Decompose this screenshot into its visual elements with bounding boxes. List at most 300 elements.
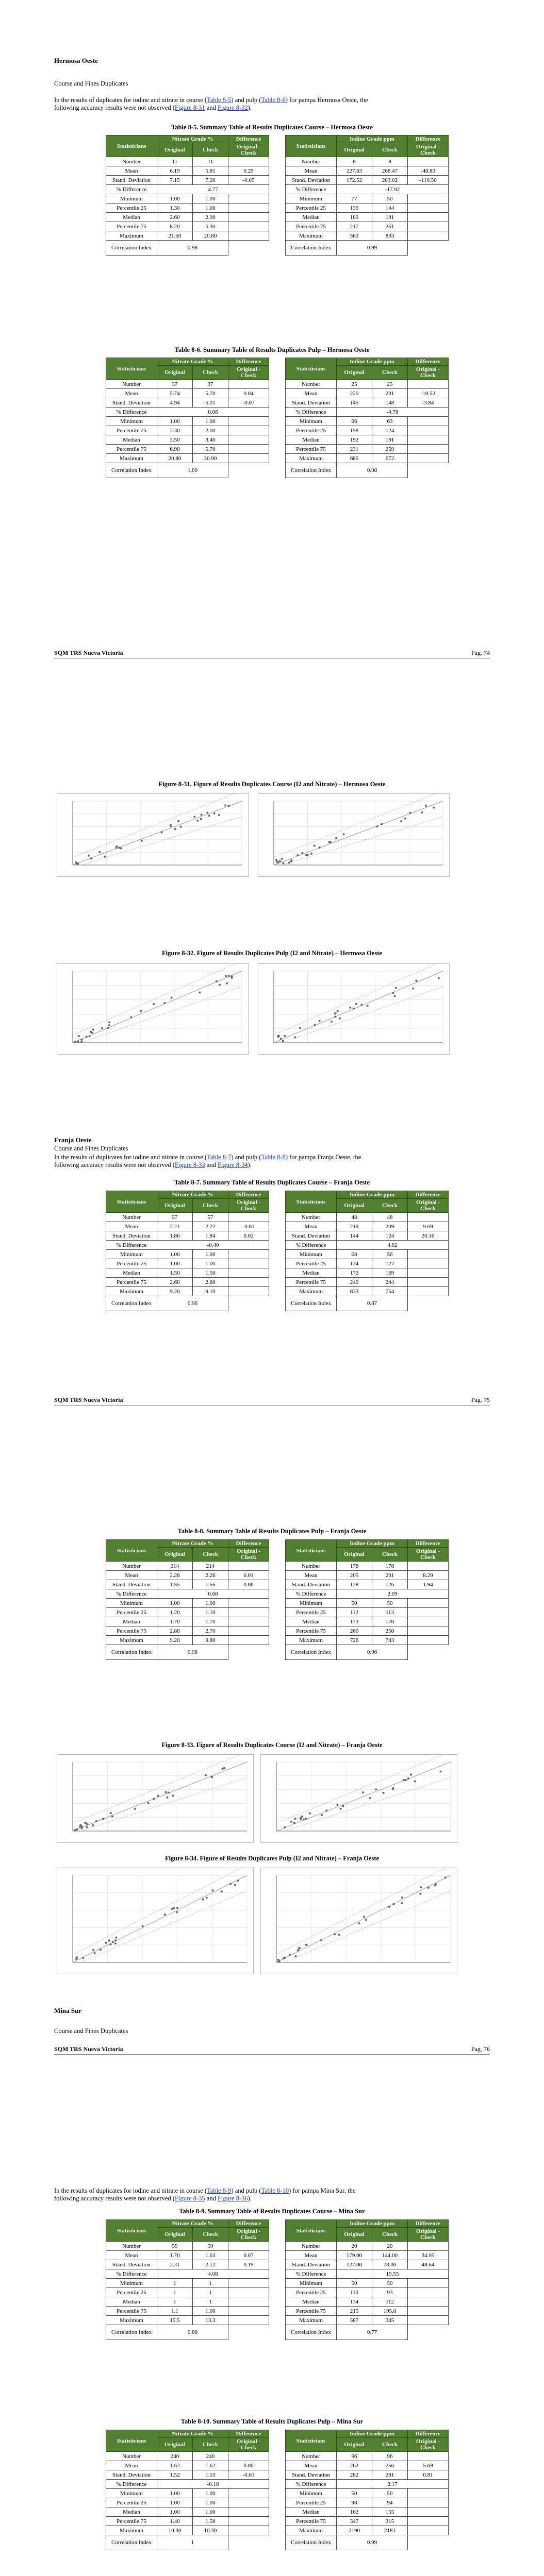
row-label: % Difference — [106, 185, 157, 194]
lower-limit-line — [282, 817, 443, 865]
check-value: 315 — [372, 2517, 408, 2526]
row-label: Correlation Index — [106, 1645, 157, 1660]
check-value: 345 — [372, 2316, 408, 2325]
original-value: 1.50 — [157, 1268, 193, 1278]
link-figure-8-32[interactable]: Figure 8-32 — [217, 104, 248, 111]
check-value: 191 — [372, 213, 408, 222]
data-point — [74, 1041, 76, 1043]
original-value: 1.00 — [157, 1259, 193, 1268]
data-point — [336, 1804, 338, 1806]
check-value: 1.50 — [193, 2517, 228, 2526]
row-label: Maximum — [106, 2316, 157, 2325]
row-label: Correlation Index — [286, 1296, 337, 1311]
data-point — [334, 1012, 336, 1014]
data-point — [174, 828, 176, 830]
difference-value — [408, 1268, 449, 1278]
check-value: 1.00 — [193, 2507, 228, 2517]
table-row — [106, 1599, 269, 1608]
row-label: Number — [286, 380, 337, 389]
check-value: 144.00 — [372, 2251, 408, 2260]
data-point — [314, 1024, 316, 1026]
check-header: Check — [372, 366, 408, 380]
difference-value — [228, 2297, 269, 2307]
data-point — [414, 1781, 416, 1783]
data-point — [419, 1893, 421, 1895]
figure-8-32-chart-iodine — [57, 963, 249, 1055]
check-value: 1.00 — [193, 1599, 228, 1608]
difference-value — [408, 380, 449, 389]
data-point — [107, 1027, 109, 1029]
row-label: Number — [106, 1562, 157, 1571]
table-row — [286, 2507, 449, 2517]
difference-value — [408, 1617, 449, 1626]
table-caption-8-8: Table 8-8. Summary Table of Results Duplicates Pulp – Franja Oeste — [177, 1528, 367, 1535]
check-value: 214 — [193, 1562, 228, 1571]
data-point — [120, 848, 122, 850]
row-label: Stand. Deviation — [106, 1580, 157, 1589]
difference-value — [408, 1250, 449, 1259]
reference-line — [274, 801, 443, 865]
difference-header: Difference — [228, 135, 269, 143]
grade-header: Nitrate Grade % — [157, 1540, 228, 1548]
check-header: Check — [372, 143, 408, 157]
check-value: 8 — [372, 157, 408, 166]
row-label: Correlation Index — [286, 1645, 337, 1660]
row-label: Correlation Index — [106, 1296, 157, 1311]
section-heading-hermosa: Hermosa Oeste — [54, 57, 98, 64]
link-table-8-7[interactable]: Table 8-7 — [207, 1154, 232, 1161]
data-point — [438, 977, 440, 979]
difference-value — [408, 231, 449, 241]
table-row — [286, 231, 449, 241]
pct-difference-value: -0.18 — [157, 2480, 269, 2489]
data-point — [283, 1957, 285, 1959]
check-header: Check — [193, 2228, 228, 2242]
check-value: 178 — [372, 1562, 408, 1571]
original-value: 1.00 — [157, 2507, 193, 2517]
check-value: 48 — [372, 1213, 408, 1222]
difference-header: Difference — [408, 135, 449, 143]
difference-value: 0.04 — [228, 389, 269, 398]
difference-value — [228, 1608, 269, 1617]
table-row — [106, 1250, 269, 1259]
data-point — [281, 858, 283, 860]
reference-line — [73, 1762, 247, 1831]
table-row — [106, 1231, 269, 1241]
data-point — [320, 1939, 322, 1941]
check-header: Check — [193, 366, 228, 380]
difference-value — [408, 194, 449, 204]
data-point — [221, 1890, 223, 1892]
row-label: Mean — [106, 1571, 157, 1580]
data-point — [294, 1036, 296, 1038]
reference-line — [274, 971, 443, 1043]
data-point — [205, 1774, 207, 1776]
stat-header: Statisticians — [286, 1540, 337, 1562]
data-point — [353, 1008, 355, 1010]
row-label: Percentile 25 — [286, 1259, 337, 1268]
row-label: Percentile 75 — [106, 1278, 157, 1287]
check-value: 1.70 — [193, 1617, 228, 1626]
check-value: 50 — [372, 2489, 408, 2498]
data-point — [86, 1826, 88, 1828]
row-label: Correlation Index — [286, 2325, 337, 2340]
table-row — [106, 2279, 269, 2288]
original-value: 1.00 — [157, 1250, 193, 1259]
table-row — [286, 1608, 449, 1617]
pct-difference-value: 4.08 — [157, 2269, 269, 2279]
original-value: 59 — [157, 2242, 193, 2251]
check-header: Check — [372, 2438, 408, 2452]
table-row — [286, 408, 449, 417]
check-value: 7.20 — [193, 176, 228, 185]
data-point — [401, 1896, 403, 1899]
data-point — [79, 1825, 81, 1827]
difference-value — [408, 1608, 449, 1617]
stats-table-iodine — [285, 358, 449, 478]
figure-8-33-chart-nitrate — [260, 1754, 457, 1843]
row-label: Minimum — [286, 194, 337, 204]
row-label: Maximum — [286, 2316, 337, 2325]
original-value: 4.94 — [157, 398, 193, 408]
table-row — [286, 2470, 449, 2480]
row-label: Maximum — [106, 1287, 157, 1296]
difference-value — [228, 1250, 269, 1259]
original-value: 1.30 — [157, 204, 193, 213]
check-value: 56 — [372, 1250, 408, 1259]
link-figure-8-34[interactable]: Figure 8-34 — [217, 1161, 248, 1168]
row-label: Mean — [106, 389, 157, 398]
original-value: 57 — [157, 1213, 193, 1222]
check-value: 93 — [372, 2288, 408, 2297]
data-point — [314, 845, 316, 847]
link-figure-8-35[interactable]: Figure 8-35 — [174, 2195, 205, 2202]
lower-limit-line — [284, 1891, 451, 1962]
link-table-8-8[interactable]: Table 8-8 — [261, 1154, 286, 1161]
data-point — [362, 1791, 364, 1793]
difference-value — [408, 2498, 449, 2507]
check-value: 1.53 — [193, 2470, 228, 2480]
check-value: 57 — [193, 1213, 228, 1222]
link-table-8-5[interactable]: Table 8-5 — [207, 96, 232, 104]
row-label: Minimum — [286, 417, 337, 426]
data-point — [202, 1899, 204, 1901]
pct-difference-value: 2.09 — [337, 1589, 449, 1599]
difference-value — [408, 2316, 449, 2325]
table-row — [286, 426, 449, 435]
difference-value: -0.01 — [228, 1222, 269, 1231]
table-row — [286, 2325, 449, 2340]
table-row — [286, 1287, 449, 1296]
orig-check-header: Original - Check — [408, 143, 449, 157]
check-value: 1.55 — [193, 1580, 228, 1589]
check-value: 96 — [372, 2452, 408, 2461]
subheading-franja: Course and Fines Duplicates — [54, 1145, 128, 1152]
original-value: 227.63 — [337, 166, 372, 176]
check-value: 20 — [372, 2242, 408, 2251]
check-value: 256 — [372, 2461, 408, 2470]
stat-header: Statisticians — [106, 358, 157, 380]
data-point — [279, 860, 281, 862]
table-row — [286, 2517, 449, 2526]
difference-value — [228, 2316, 269, 2325]
data-point — [157, 1795, 159, 1797]
data-point — [208, 815, 210, 817]
difference-value: 0.29 — [228, 166, 269, 176]
check-value: 672 — [372, 454, 408, 463]
grade-header: Nitrate Grade % — [157, 1191, 228, 1199]
correlation-value: 0.77 — [337, 2325, 408, 2340]
data-point — [200, 818, 202, 820]
table-row — [106, 1571, 269, 1580]
table-row — [106, 2470, 269, 2480]
original-value: 173 — [337, 1617, 372, 1626]
check-value: 743 — [372, 1636, 408, 1645]
lower-limit-line — [284, 1777, 451, 1831]
grade-header: Nitrate Grade % — [157, 2220, 228, 2228]
check-value: 155 — [372, 2507, 408, 2517]
row-label: Stand. Deviation — [106, 2470, 157, 2480]
figure-8-33-chart-iodine — [57, 1754, 254, 1843]
data-point — [335, 837, 337, 839]
difference-value: -40.83 — [408, 166, 449, 176]
data-point — [226, 982, 228, 985]
difference-value — [408, 2288, 449, 2297]
link-figure-8-31[interactable]: Figure 8-31 — [174, 104, 205, 111]
table-row — [106, 2452, 269, 2461]
section-heading-franja: Franja Oeste — [54, 1136, 92, 1144]
footer-page-74: SQM TRS Nueva Victoria Pag. 74 — [54, 649, 490, 658]
table-row — [286, 2461, 449, 2470]
row-label: Stand. Deviation — [286, 176, 337, 185]
row-label: Number — [106, 2452, 157, 2461]
link-table-8-9[interactable]: Table 8-9 — [207, 2187, 232, 2194]
table-row — [286, 204, 449, 213]
original-header: Original — [157, 2228, 193, 2242]
data-point — [342, 1805, 344, 1807]
stats-table-iodine — [285, 1191, 449, 1311]
data-point — [76, 863, 78, 865]
data-point — [381, 823, 383, 825]
table-row — [106, 2242, 269, 2251]
check-value: 1.00 — [193, 2489, 228, 2498]
row-label: Mean — [106, 1222, 157, 1231]
difference-value: 0.00 — [228, 2461, 269, 2470]
original-value: 96 — [337, 2452, 372, 2461]
check-value: 127 — [372, 1259, 408, 1268]
row-label: Percentile 75 — [286, 2307, 337, 2316]
data-point — [334, 1933, 336, 1935]
data-point — [224, 804, 226, 806]
link-figure-8-33[interactable]: Figure 8-33 — [174, 1161, 205, 1168]
difference-value: -3.84 — [408, 398, 449, 408]
difference-value — [228, 2242, 269, 2251]
original-value: 2190 — [337, 2526, 372, 2535]
table-row — [106, 2307, 269, 2316]
data-point — [108, 1940, 110, 1942]
difference-value — [228, 454, 269, 463]
difference-value — [228, 157, 269, 166]
stat-header: Statisticians — [286, 2220, 337, 2242]
check-value: 1.00 — [193, 1259, 228, 1268]
grade-header: Nitrate Grade % — [157, 135, 228, 143]
original-value: 134 — [337, 2297, 372, 2307]
difference-value: 0.02 — [228, 1231, 269, 1241]
difference-value — [408, 2297, 449, 2307]
table-row — [106, 1645, 269, 1660]
row-label: Number — [106, 2242, 157, 2251]
stats-table-nitrate — [106, 2219, 269, 2340]
data-point — [376, 825, 378, 827]
difference-value — [408, 2452, 449, 2461]
data-point — [216, 980, 218, 982]
table-row — [286, 1589, 449, 1599]
paragraph-franja: In the results of duplicates for iodine and nitrate in course (Table 8-7) and pulp (Table 8-8) for pampa Franja Oeste, the following accuracy results were not observed (Figure 8-33 and Figure 8-34). — [54, 1154, 361, 1168]
difference-value — [408, 2279, 449, 2288]
link-table-8-10[interactable]: Table 8-10 — [261, 2187, 289, 2194]
original-value: 10.30 — [157, 2526, 193, 2535]
pct-difference-value: 2.17 — [337, 2480, 449, 2489]
data-point — [211, 1776, 213, 1778]
original-value: 9.20 — [157, 1287, 193, 1296]
row-label: Minimum — [106, 1250, 157, 1259]
data-point — [164, 1913, 166, 1916]
table-row — [106, 2269, 269, 2279]
table-row — [286, 1231, 449, 1241]
table-row — [106, 204, 269, 213]
row-label: % Difference — [286, 408, 337, 417]
grade-header: Iodine Grade ppm — [337, 2430, 408, 2438]
table-row — [286, 2498, 449, 2507]
data-point — [305, 854, 307, 856]
lower-limit-line — [80, 987, 242, 1043]
data-point — [282, 862, 284, 865]
difference-header: Difference — [228, 2220, 269, 2228]
data-point — [102, 1818, 104, 1820]
correlation-value: 0.98 — [157, 241, 228, 256]
data-point — [164, 1791, 167, 1793]
difference-value — [228, 1562, 269, 1571]
data-point — [75, 1958, 77, 1960]
row-label: Correlation Index — [286, 463, 337, 478]
difference-header: Difference — [408, 1191, 449, 1199]
row-label: Percentile 25 — [106, 2498, 157, 2507]
difference-value — [228, 445, 269, 454]
row-label: Percentile 75 — [106, 445, 157, 454]
data-point — [81, 1825, 83, 1827]
upper-limit-line — [276, 1755, 451, 1823]
check-value: 1.84 — [193, 1231, 228, 1241]
pct-difference-value: 4.77 — [157, 185, 269, 194]
data-point — [142, 1925, 144, 1927]
difference-value — [228, 194, 269, 204]
difference-value — [228, 222, 269, 231]
table-row — [106, 2535, 269, 2550]
original-header: Original — [337, 2438, 372, 2452]
check-header: Check — [372, 1199, 408, 1213]
table-row — [286, 185, 449, 194]
data-point — [104, 856, 106, 858]
row-label: Percentile 25 — [106, 1608, 157, 1617]
table-row — [286, 1259, 449, 1268]
check-value: 281 — [372, 2470, 408, 2480]
row-label: Percentile 25 — [106, 204, 157, 213]
row-label: % Difference — [106, 2269, 157, 2279]
table-row — [106, 1626, 269, 1636]
check-value: 1.00 — [193, 2307, 228, 2316]
data-point — [407, 1777, 409, 1780]
table-row — [286, 213, 449, 222]
difference-value: 0.81 — [408, 2470, 449, 2480]
data-point — [180, 826, 182, 828]
original-value: 1.00 — [157, 2489, 193, 2498]
difference-value: 9.69 — [408, 1222, 449, 1231]
original-value: 217 — [337, 222, 372, 231]
check-value: 10.30 — [193, 2526, 228, 2535]
check-value: 2.00 — [193, 426, 228, 435]
check-value: 112 — [372, 2297, 408, 2307]
data-point — [176, 1911, 178, 1913]
data-point — [340, 1808, 342, 1810]
check-value: 1.00 — [193, 2498, 228, 2507]
link-figure-8-36[interactable]: Figure 8-36 — [217, 2195, 248, 2202]
check-value: 2.12 — [193, 2260, 228, 2269]
data-point — [299, 1027, 301, 1029]
difference-value — [408, 454, 449, 463]
original-value: 1.70 — [157, 2251, 193, 2260]
table-row — [286, 1268, 449, 1278]
table-row — [106, 1259, 269, 1268]
original-value: 1 — [157, 2279, 193, 2288]
table-row — [286, 1250, 449, 1259]
data-point — [392, 1787, 394, 1789]
table-row — [106, 1636, 269, 1645]
stat-header: Statisticians — [106, 2220, 157, 2242]
table-row — [286, 2288, 449, 2297]
difference-value — [228, 1626, 269, 1636]
row-label: Correlation Index — [106, 241, 157, 256]
table-row — [286, 1562, 449, 1571]
original-value: 9.20 — [157, 1636, 193, 1645]
data-point — [403, 1779, 405, 1781]
difference-value — [228, 1617, 269, 1626]
correlation-value: 0.99 — [337, 241, 408, 256]
figure-caption-8-33: Figure 8-33. Figure of Results Duplicates Course (I2 and Nitrate) – Franja Oeste — [161, 1741, 383, 1749]
check-value: 231 — [372, 389, 408, 398]
difference-value — [228, 1259, 269, 1268]
check-value: 240 — [193, 2452, 228, 2461]
row-label: Mean — [286, 2251, 337, 2260]
row-label: Percentile 25 — [286, 2498, 337, 2507]
table-row — [286, 2535, 449, 2550]
original-value: 282 — [337, 2470, 372, 2480]
original-value: 144 — [337, 1231, 372, 1241]
data-point — [299, 1947, 301, 1949]
data-point — [118, 847, 120, 849]
original-value: 2.60 — [157, 1278, 193, 1287]
original-value: 1.20 — [157, 1608, 193, 1617]
link-table-8-6[interactable]: Table 8-6 — [261, 96, 286, 104]
grade-header: Iodine Grade ppm — [337, 1540, 408, 1548]
data-point — [427, 1887, 430, 1889]
orig-check-header: Original - Check — [408, 366, 449, 380]
table-row — [106, 185, 269, 194]
section-heading-mina: Mina Sur — [54, 2007, 82, 2014]
data-point — [74, 1829, 76, 1831]
orig-check-header: Original - Check — [228, 1548, 269, 1562]
data-point — [80, 1041, 83, 1043]
data-point — [294, 1955, 296, 1957]
